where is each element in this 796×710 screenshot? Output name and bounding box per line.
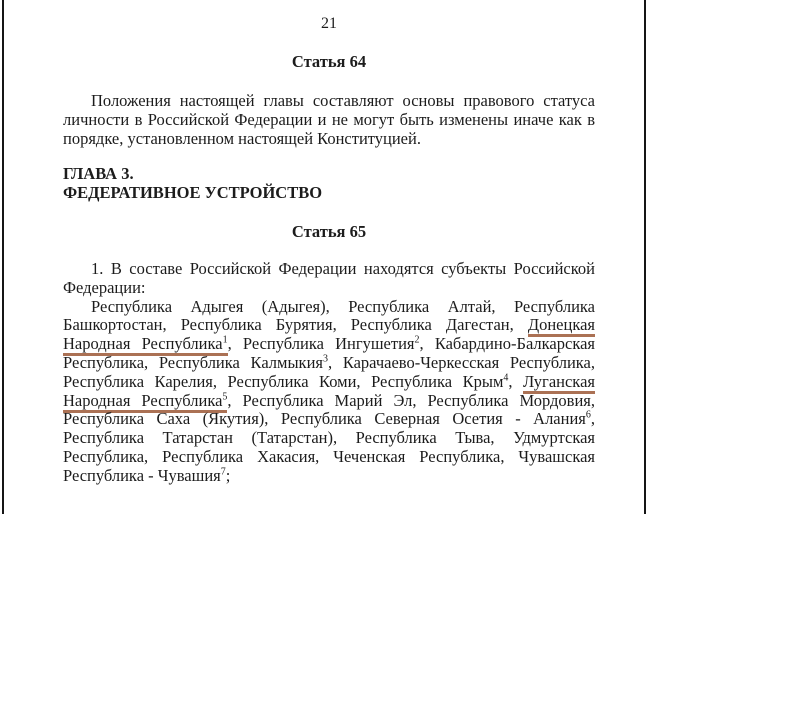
text-segment: Народная Республика <box>63 390 223 410</box>
text-segment: Республика Карелия, Республика Коми, Республика Крым <box>63 371 504 391</box>
text-line <box>63 467 595 486</box>
chapter-number-line: ГЛАВА 3. <box>63 164 134 184</box>
text-segment: Башкортостан, Республика Бурятия, Республика Дагестан, <box>63 315 514 335</box>
page-number: 21 <box>321 15 337 32</box>
text-line <box>63 392 595 411</box>
text-line <box>63 335 595 354</box>
text-segment: Донецкая <box>527 315 596 335</box>
text-segment: Республика, Республика Калмыкия <box>63 352 323 372</box>
text-line: Республика, Республика Хакасия, Чеченская Республика, Чувашская <box>63 446 595 466</box>
footnote-ref-7: 7 <box>220 466 226 478</box>
text-segment: , Республика Марий Эл, Республика Мордовия, <box>227 390 596 410</box>
text-segment: ; <box>225 465 231 485</box>
footnote-ref-1: 1 <box>222 334 228 346</box>
text-line <box>63 410 595 429</box>
text-segment: , <box>590 409 595 429</box>
text-segment: , Кабардино-Балкарская <box>419 334 595 354</box>
text-line: порядке, установленном настоящей Конституцией. <box>63 128 421 148</box>
footnote-ref-6: 6 <box>585 409 591 421</box>
text-line: Республика Татарстан (Татарстан), Республика Тыва, Удмуртская <box>63 428 595 448</box>
footnote-ref-5: 5 <box>222 391 228 403</box>
text-segment: Луганская <box>523 371 595 391</box>
footnote-ref-2: 2 <box>414 334 420 346</box>
article-65-republics-list <box>63 298 595 486</box>
text-line <box>63 354 595 373</box>
text-segment: , <box>508 371 513 391</box>
article-65-intro <box>63 260 595 298</box>
text-line: Положения настоящей главы составляют основы правового статуса <box>91 91 595 110</box>
text-line <box>63 373 595 392</box>
text-segment: , Республика Ингушетия <box>227 334 415 354</box>
text-line: 1. В составе Российской Федерации находятся субъекты Российской <box>91 258 595 278</box>
chapter-title-line: ФЕДЕРАТИВНОЕ УСТРОЙСТВО <box>63 183 323 203</box>
page-content <box>4 0 644 486</box>
text-segment: Республика Саха (Якутия), Республика Северная Осетия - Алания <box>63 409 586 429</box>
text-segment: Республика - Чувашия <box>63 465 221 485</box>
page-right-border <box>644 0 646 514</box>
article-65-heading: Статья 65 <box>291 221 367 241</box>
text-line: Республика Адыгея (Адыгея), Республика Алтай, Республика <box>91 296 595 316</box>
footnote-ref-3: 3 <box>323 353 328 365</box>
text-segment: , Карачаево-Черкесская Республика, <box>328 352 595 372</box>
chapter-3-heading <box>63 165 595 203</box>
text-line: личности в Российской Федерации и не могут быть изменены иначе как в <box>63 109 595 129</box>
text-line: Федерации: <box>63 277 146 297</box>
text-segment: Народная Республика <box>63 334 223 354</box>
footnote-ref-4: 4 <box>503 372 509 384</box>
article-64-body <box>63 92 595 148</box>
text-line <box>63 316 595 335</box>
article-64-heading: Статья 64 <box>291 52 367 71</box>
